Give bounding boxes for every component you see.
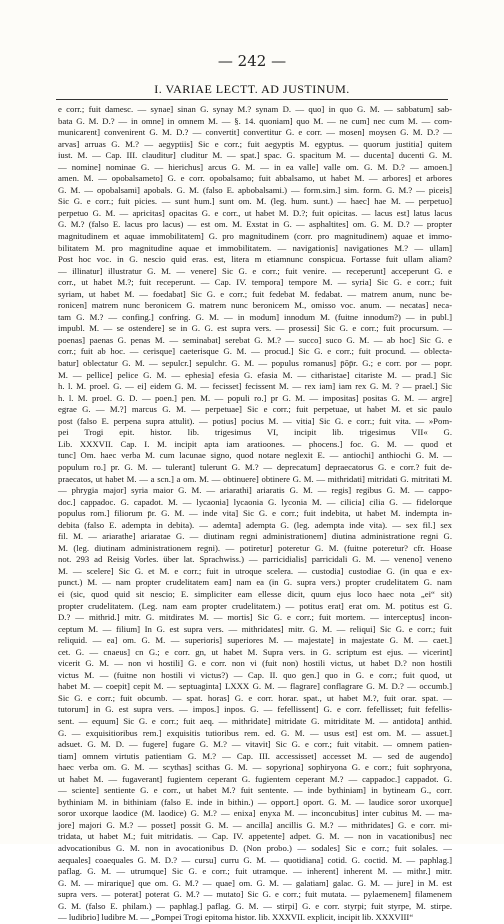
text-line: ceptum M. — filium] In G. est supra vers. — mithridates] mitr. G. M. — reliqui] Sic G. e corr.; fuit bbox=[58, 623, 452, 634]
text-line: ronicen] matrem nunc beronicem G. matrem nunc beronicem M., omisso voc. anum. — necatas] neca- bbox=[58, 300, 452, 311]
text-line: arvas] arruas G. M.? — aegyptiis] Sic e corr.; fuit aegyptis M. egyptus. — quorum justitia] quitem bbox=[58, 138, 452, 149]
header-rule bbox=[56, 99, 448, 100]
text-line: G. M. — mirarique] que om. G. M.? — quae] om. G. M. — galatiam] galac. G. M. — jure] in M. est bbox=[58, 877, 452, 888]
text-line: advocationibus G. M. non in avocationibus D. (Non probo.) — sodales] Sic e corr.; fuit solales. — bbox=[58, 843, 452, 853]
text-line: tunc] Om. haec verba M. cum lacunae signo, quod notare neglexit E. — antiochi] anthiochi G. M. — bbox=[58, 450, 452, 461]
text-line: G. — exquisitioribus rem.] exquisitis tutioribus rem. ed. G. M. — usus est] est om. M. — assuet.] bbox=[58, 727, 452, 738]
text-line: ut habet M. — fugaverant] fugientem ceperant G. fugientem ceperant M.? — cappadoc.] cappadot. G. bbox=[58, 773, 452, 784]
text-line: populus rom.] filiorum p̄r. G. M. — inde vita] Sic G. e corr.; fuit indebita, ut habet M. indempta in- bbox=[58, 508, 452, 519]
text-line: reliquid. — ea] om. G. M. — superioris] superiores M. — majestate] in majestate G. M. — caet.] bbox=[58, 635, 452, 646]
text-line: egrae G. — M.?] marcus G. M. — perpetuae] Sic e corr.; fuit perpetuae, ut habet M. et sic paulo bbox=[58, 404, 452, 415]
text-line: syriam, ut habet M. — foedabat] Sic G. e corr.; fuit fedebat M. fedabat. — matrem anum, nunc be- bbox=[58, 288, 452, 299]
text-line: municarent] convenirent G. M. D.? — convertit] convertitur G. e corr. — mosen] moysen G. M. D.? — bbox=[58, 127, 452, 138]
text-line: iust. M. — Cap. III. clauditur] cluditur M. — spat.] spac. G. spacitum M. — ducenta] ducenti G. M. bbox=[58, 150, 452, 161]
text-line: — sciente] sentiente G. e corr., ut habet M.? fuit sentente. — inde bythiniam] in bytineam G., corr. bbox=[58, 785, 452, 796]
text-line: M. — pellice] pelice G. M. — ephesia] efesia G. efasia M. — citharistae] citariste M. — prad.] Sic bbox=[58, 369, 452, 380]
text-line: praecatos, ut habet M. — a scn.] a om. M. — obtinuere] obtinere G. M. — mithridati] mitridati G. mitritati M. bbox=[58, 473, 452, 484]
text-line: h. l. M. proel. G. — ei] eidem G. M. — fecisset] fecissent M. — rex iam] iam rex G. M. ? — prael.] Sic bbox=[58, 381, 452, 392]
text-line: sent. — equum] Sic G. e corr.; fuit aeq. — mithridate] mitridate G. mitriditate M. — antidota] anthid. bbox=[58, 715, 452, 726]
text-line: jore] majori G. M.? — posset] possit G. M. — ancilla] ancillis G. M.? — mithridates] G. e corr. mi- bbox=[58, 819, 452, 830]
text-line: paflag. G. M. — utrumque] Sic G. e corr.; fuit utramque. — inherent] inherent M. — mithr.] mitr. bbox=[58, 866, 452, 877]
text-line: Sic G. e corr.; fuit picies. — sunt hum.] sunt om. M. (leg. hum. sunt.) — haec] hae M. — perpetuo] bbox=[58, 196, 452, 207]
text-line: haec verba om. G. M. — scythas] scithas G. M. — sopyriona] sophiryona G. e corr.; fuit sophryona, bbox=[58, 762, 452, 773]
text-line: magnitudinem et aquae immobilitatem] G. pro magnitudinem (corr. pro magnitudinem) aquae et immo- bbox=[58, 231, 452, 242]
text-line: M. (leg. diutinam administrationem regni). — potiretur] poteretur G. M. (fuitne poteretur? cfr. Hoase bbox=[58, 542, 452, 553]
text-line: tam G. M.? — confing.] confring. G. M. — in modum] innodum M. (fuitne innodum?) — in publ.] bbox=[58, 311, 452, 322]
text-line: pei Trogi epit. histor. lib. trigesimus VI, incipit lib. trigesimus VII« G. bbox=[58, 427, 452, 438]
text-line: populum ro.] pr. G. M. — tulerant] tulerunt G. M.? — deprecatum] depraecatorus G. e corr.? fuit de- bbox=[58, 461, 452, 472]
text-line: G. M.? (falso E. lacus pro lacus) — est om. M. Exstat in G. — asphaltites] om. G. M. D.? — propter bbox=[58, 219, 452, 230]
text-line: adsuet. G. M. D. — fugere] fugare G. M.? — vitavit] Sic G. e corr.; fuit vitabit. — omnem patien- bbox=[58, 739, 452, 750]
text-line: corr.; fuit ab hoc. — cerisque] caeterisque G. M. — procud.] Sic G. e corr.; fuit procund. — oblecta- bbox=[58, 346, 452, 357]
text-line: Sic G. e corr.; fuit obcumb. — spat. horas] G. e corr. horar. spat., ut habet M.?, fuit orar. spat. — bbox=[58, 692, 452, 703]
text-line: ei (sic, quod quid sit nescio; E. simpliciter eam ellesse dicit, quum ejus loco haec nota „ei“ sit) bbox=[58, 588, 452, 599]
text-line: batur] oblectatur G. M. — sepulcr.] sepulchr. G. M. — populus romanus] p̄ōp̄r. G.; e corr. por — popr. bbox=[58, 358, 452, 369]
text-line: Post hoc voc. in G. nescio quid eras. est, litera m etiamnunc conspicua. Fortasse fuit ullam aliam? bbox=[58, 254, 452, 265]
text-line: post (falso E. perpena supra attulit). — potius] pocius M. — vitia] Sic G. e corr.; fuit vita. — »Pom- bbox=[58, 415, 452, 426]
text-line: propter crudelitatem. (Leg. nam eam propter crudelitatem.) — potitus erat] erat om. M. potitus est G. bbox=[58, 600, 452, 611]
text-line: debita (falso E. adempta in debita). — ademta] adempta G. (leg. adempta inde vita). — sex fil.] sex bbox=[58, 519, 452, 530]
apparatus-text bbox=[58, 104, 452, 924]
text-line: soror uxorque laodice (M. laodice) G. M.? — enixa] enyxa M. — inconcubitus] inter cubitus M. — ma- bbox=[58, 808, 452, 819]
text-line: corr., ut habet M.?; fuit receperunt. — Cap. IV. tempora] tempore M. — syria] Sic G. e corr.; fuit bbox=[58, 277, 452, 288]
text-line: supra vers. — poterat] poterat G. M.? — mutato] Sic G. e corr.; fuit mutata. — pylaemenem] filamenem bbox=[58, 889, 452, 900]
text-line: tutorum] in G. est supra vers. — impos.] inpos. G. — fefellissent] G. e corr. fefellisset; fuit fefellis- bbox=[58, 704, 452, 715]
text-line: tiam] omnem virtutis patientiam G. M.? — Cap. III. accessisset] accesset M. — sed de augendo] bbox=[58, 750, 452, 761]
text-line: G. M. — opobalsami] apobals. G. M. (falso E. apbobalsami.) — form.sim.] sim. form. G. M.? — piceis] bbox=[58, 184, 452, 195]
text-line: amen. M. — opobalsameto] G. e corr. opobalsamo; fuit abbalsamo, ut habet M. — arbores] et arbores bbox=[58, 173, 452, 184]
text-line: cet. G. — cnaeus] cn G.; e corr. gn, ut habet M. Supra vers. in G. scriptum est ejus. — vicerint] bbox=[58, 646, 452, 657]
text-line: M. — scelere] Sic G. et M. e corr.; fuit in utroque scelera. — custodia] custodiae G. (in qua e ex- bbox=[58, 565, 452, 576]
text-line: fil. M. — ariarathe] ariaratae G. — diutinam regni administrationem] diutina administratione regni G. bbox=[58, 531, 452, 542]
text-line: habet M. — coepit] cepit M. — septuaginta] LXXX G. M. — flagrare] conflagrare G. M. D.? — occumb.] bbox=[58, 681, 452, 692]
text-line: victus M. — (fuitne non hostili vi victus?) — Cap. II. quo gen.] quo in G. e corr.; fuit quod, ut bbox=[58, 669, 452, 680]
text-line: bythiniam M. in bithiniam (falso E. inde in bithin.) — opport.] oport. G. M. — laudice soror uxorque] bbox=[58, 796, 452, 807]
text-line: not. 293 ad Reisig Vorles. über lat. Sprachwiss.) — parricidialis] parricidali G. M. — veneno] veneno bbox=[58, 554, 452, 565]
page-number: — 242 — bbox=[217, 52, 287, 70]
text-line: poenas] paenas G. penas M. — seminabat] serebat G. M.? — succo] suco G. M. — ab hoc] Sic G. e bbox=[58, 334, 452, 345]
text-line: aequales] coaequales G. M. D.? — cursu] curru G. M. — quotidiana] cotid. G. coctid. M. — paphlag.] bbox=[58, 854, 452, 865]
text-line: doc.] cappadoc. G. capadot. M. — lycaonia] lycaonia G. lyconia M. — cilicia] cilia G. — fidelorque bbox=[58, 496, 452, 507]
text-line: D.? — mithrid.] mitr. G. mitdirates M. — mortis] Sic G. e corr.; fuit mortem. — interceptus] incon- bbox=[58, 612, 452, 623]
running-header: I. VARIAE LECTT. AD JUSTINUM. bbox=[154, 82, 350, 96]
text-line: — ludibrio] ludibre M. — „Pompei Trogi epitoma histor. lib. XXXVII. explicit, incipit lib. XXXVIII“ bbox=[58, 912, 414, 923]
text-line: impubl. M. — se ostendere] se in G. G. est supra vers. — prosessi] Sic G. e corr.; fuit procursum. — bbox=[58, 323, 452, 334]
text-line: punct.) M. — nam propter crudelitatem eam] nam ea (in G. supra vers.) propter crudelitatem G. nam bbox=[58, 577, 452, 588]
text-line: bilitatem M. pro magnitudine aquae et immobilitatem. — navigationis] navigationes M.? — ullam] bbox=[58, 242, 452, 253]
text-line: h. l. M. proel. G. D. — poen.] pen. M. — populi ro.] pr G. M. — impositas] positas G. M. — argre] bbox=[58, 392, 452, 403]
text-line: — nomine] nominae G. — hierichus] arcus G. M. — in ea valle] valle om. G. M. D.? — amoen.] bbox=[58, 161, 452, 172]
text-line: vicerit G. M. — non vi hostili] G. e corr. non vi (fuit non) hostili victus, ut habet D.? non hostili bbox=[58, 658, 452, 669]
text-line: — phrygia major] syria maior G. M. — ariarathi] ariaratis G. M. — regis] regibus G. M. — cappo- bbox=[58, 485, 452, 496]
text-line: — illinatur] illustratur G. M. — venere] Sic G. e corr.; fuit venire. — receperunt] acceperunt G. e bbox=[58, 265, 452, 276]
text-line: G. M. (falso E. philam.) — paphlag.] paflag. G. M. — stirpi] G. e corr. styrpi; fuit styrpe, M. stirpe. bbox=[58, 900, 452, 911]
text-line: bata G. M. D.? — in omne] in omnem M. — §. 14. quoniam] quo M. — ne cum] nec cum M. — com- bbox=[58, 115, 452, 126]
text-line: e corr.; fuit damesc. — synae] sinan G. synay M.? synam D. — quo] in quo G. M. — sabbatum] sab- bbox=[58, 104, 452, 114]
text-line: tridata, ut habet M.; fuit mitridatis. — Cap. IV. appetente] adpet. G. M. — non in vacationibus] nec bbox=[58, 831, 452, 842]
text-line: perpetuo G. M. — apricitas] opacitas G. e corr., ut habet M. D.?; fuit opicitas. — lacus est] latus lacus bbox=[58, 207, 452, 218]
text-line: Lib. XXXVII. Cap. I. M. incipit apta iam aratioones. — phocens.] foc. G. M. — quod et bbox=[58, 438, 452, 449]
